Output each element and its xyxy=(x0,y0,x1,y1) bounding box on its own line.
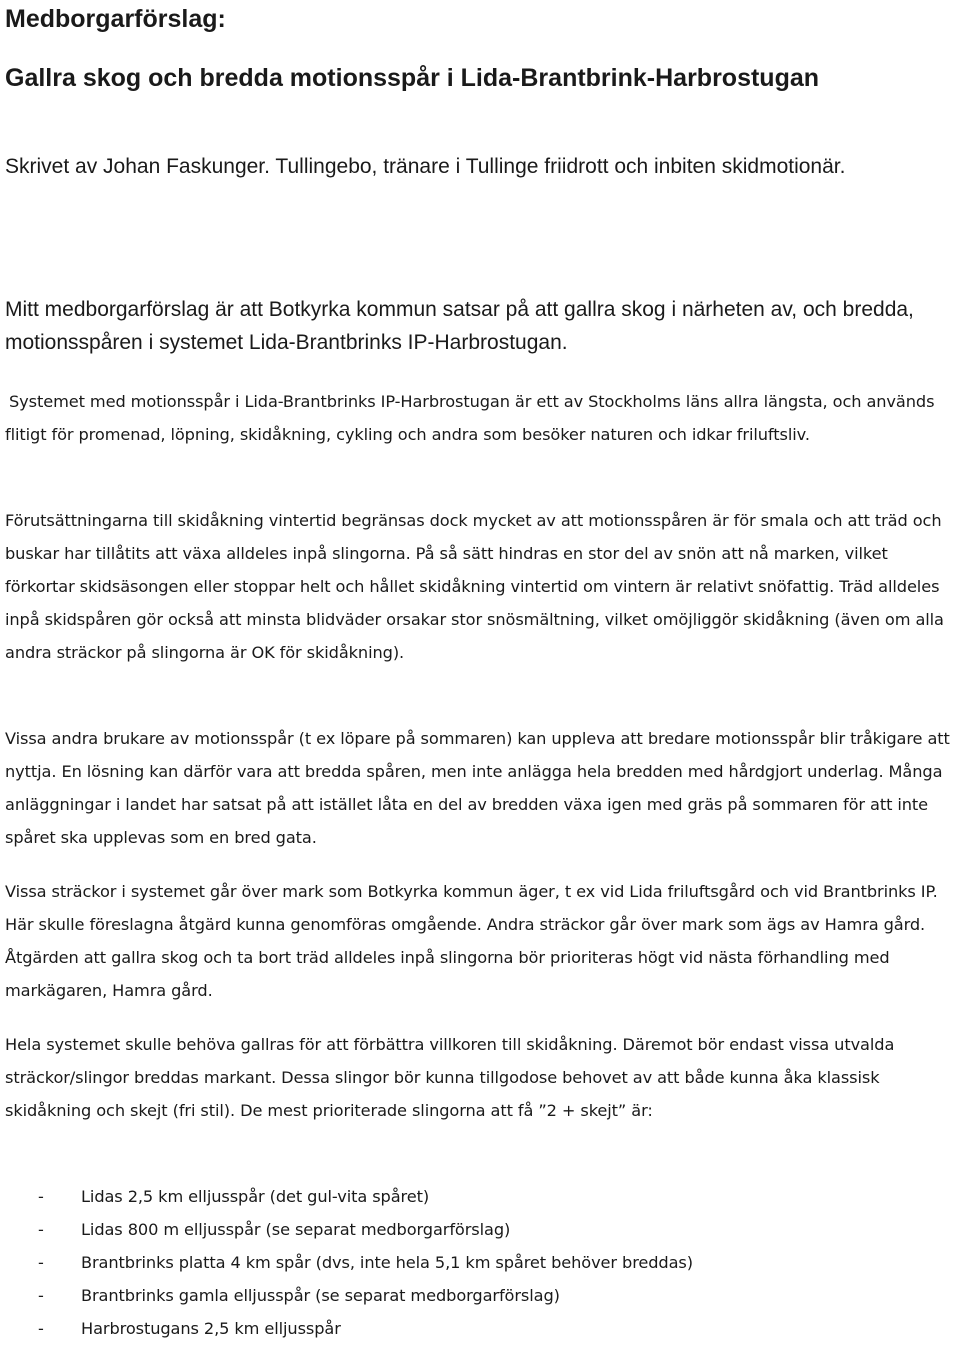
list-item-text: Lidas 2,5 km elljusspår (det gul-vita spåret) xyxy=(81,1187,430,1206)
heading-label: Medborgarförslag: xyxy=(5,5,226,33)
list-marker: - xyxy=(38,1220,44,1239)
page-title: Gallra skog och bredda motionsspår i Lida-Brantbrink-Harbrostugan xyxy=(5,64,820,92)
list-marker: - xyxy=(38,1187,44,1206)
intro-paragraph: Mitt medborgarförslag är att Botkyrka kommun satsar på att gallra skog i närheten av, och bredda, motionsspåren i systemet Lida-Brantbrinks IP-Harbrostugan. xyxy=(5,298,914,354)
paragraph-other-users: Vissa andra brukare av motionsspår (t ex löpare på sommaren) kan uppleva att bredare motionsspår blir tråkigare att nyttja. En lösning kan därför vara att bredda spåren, men inte anlägga hela bredden med hårdgjort underlag. Många anläggningar i landet har satsat på att istället låta en del av bredden växa igen med gräs på sommaren för att inte spåret ska upplevas som en bred gata. xyxy=(5,729,950,847)
list-item xyxy=(5,1213,957,1246)
list-marker: - xyxy=(38,1286,44,1305)
list-item-text: Harbrostugans 2,5 km elljusspår xyxy=(81,1319,341,1338)
list-item-text: Brantbrinks platta 4 km spår (dvs, inte hela 5,1 km spåret behöver breddas) xyxy=(81,1253,693,1272)
paragraph-text: Systemet med motionsspår i Lida-Brantbrinks IP-Harbrostugan är ett av Stockholms läns allra längsta, och används flitigt för promenad, löpning, skidåkning, cykling och andra som besöker naturen och idkar friluftsliv. xyxy=(5,392,935,444)
list-item xyxy=(5,1180,957,1213)
list-item-text: Brantbrinks gamla elljusspår (se separat medborgarförslag) xyxy=(81,1286,560,1305)
list-item-text: Lidas 800 m elljusspår (se separat medborgarförslag) xyxy=(81,1220,511,1239)
list-item xyxy=(5,1279,957,1312)
paragraph-land-ownership: Vissa sträckor i systemet går över mark som Botkyrka kommun äger, t ex vid Lida friluftsgård och vid Brantbrinks IP. Här skulle föreslagna åtgärd kunna genomföras omgående. Andra sträckor går över mark som ägs av Hamra gård. Åtgärden att gallra skog och ta bort träd alldeles inpå slingorna bör prioriteras högt vid nästa förhandling med markägaren, Hamra gård. xyxy=(5,882,938,1000)
paragraph-ski-conditions: Förutsättningarna till skidåkning vintertid begränsas dock mycket av att motionsspåren är för smala och att träd och buskar har tillåtits att växa alldeles inpå slingorna. På så sätt hindras en stor del av snön att nå marken, vilket förkortar skidsäsongen eller stoppar helt och hållet skidåkning vintertid om vintern är relativt snöfattig. Träd alldeles inpå skidspåren gör också att minsta blidväder orsakar stor snösmältning, vilket omöjliggör skidåkning (även om alla andra sträckor på slingorna är OK för skidåkning). xyxy=(5,511,944,662)
list-item xyxy=(5,1312,957,1345)
author-byline: Skrivet av Johan Faskunger. Tullingebo, tränare i Tullinge friidrott och inbiten skidmotionär. xyxy=(5,155,846,178)
paragraph-system-description xyxy=(5,385,957,451)
paragraph-priorities: Hela systemet skulle behöva gallras för att förbättra villkoren till skidåkning. Däremot bör endast vissa utvalda sträckor/slingor breddas markant. Dessa slingor bör kunna tillgodose behovet av att både kunna åka klassisk skidåkning och skejt (fri stil). De mest prioriterade slingorna att få ”2 + skejt” är: xyxy=(5,1035,895,1120)
priority-trail-list xyxy=(5,1180,957,1345)
list-marker: - xyxy=(38,1253,44,1272)
list-marker: - xyxy=(38,1319,44,1338)
list-item xyxy=(5,1246,957,1279)
